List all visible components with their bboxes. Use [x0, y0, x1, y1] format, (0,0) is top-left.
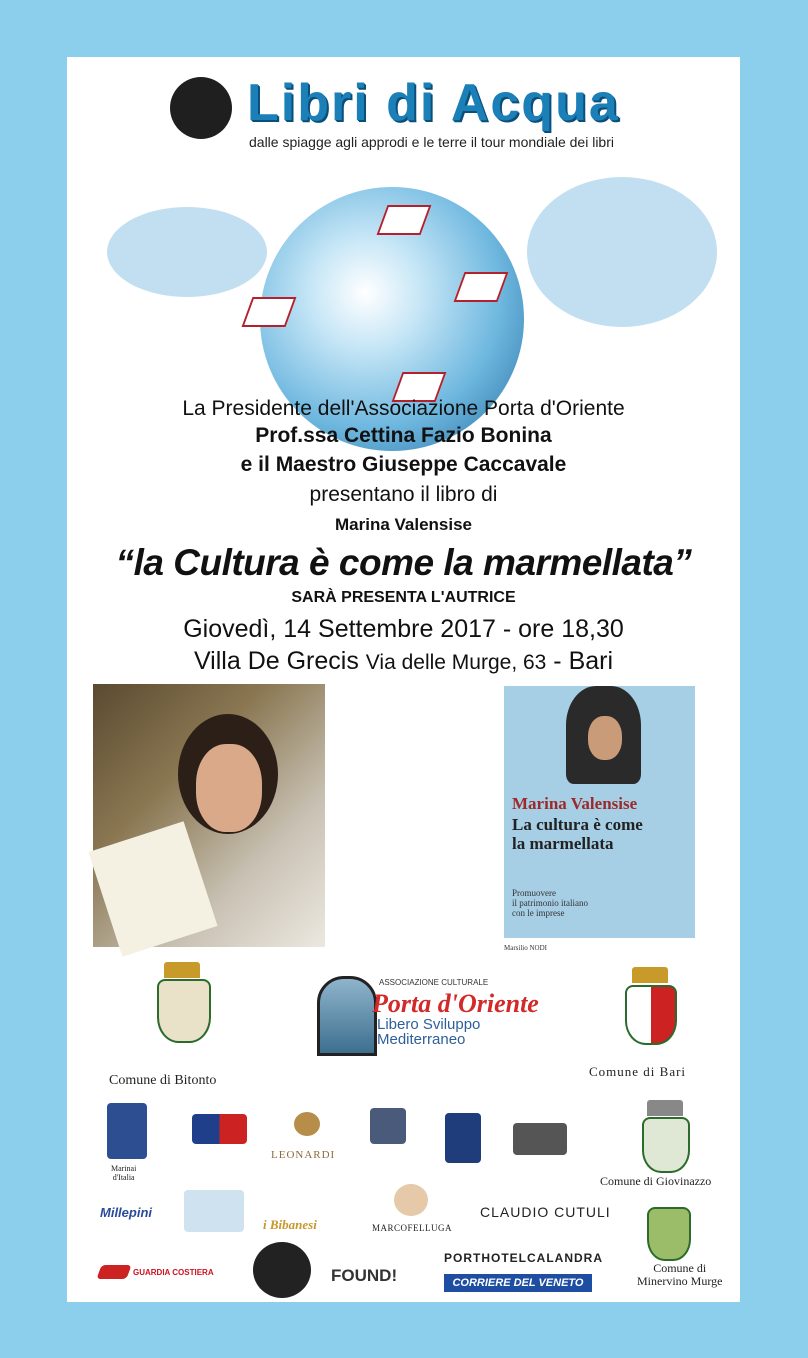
marinai-caption-1: Marinai: [111, 1164, 137, 1173]
leonardi-emblem-icon: [294, 1112, 320, 1136]
coast-guard-stripe-icon: [96, 1265, 131, 1279]
cover-author: Marina Valensise: [512, 794, 638, 813]
giovinazzo-crest-icon: [642, 1117, 690, 1173]
sailing-club-logo-icon: [192, 1114, 247, 1144]
bitonto-crest-icon: [157, 979, 211, 1043]
historic-arms-icon: [370, 1108, 406, 1144]
invitation-line-3: e il Maestro Giuseppe Caccavale: [240, 453, 567, 476]
cover-subtitle-line-2: il patrimonio italiano: [512, 898, 588, 908]
porta-oriente-sub-2: Mediterraneo: [377, 1031, 466, 1048]
venue-name: Villa De Grecis: [193, 647, 359, 675]
book-cover: [504, 686, 695, 938]
venue-separator: -: [553, 647, 562, 675]
bari-crown-icon: [632, 967, 668, 983]
venue-city: Bari: [568, 647, 614, 675]
minervino-caption: [637, 1262, 722, 1288]
cover-title: [512, 815, 643, 853]
author-note: SARÀ PRESENTA L'AUTRICE: [291, 589, 516, 606]
cutuli-logo: CLAUDIO CUTULI: [480, 1204, 611, 1220]
giovinazzo-caption: Comune di Giovinazzo: [600, 1174, 712, 1188]
invitation-line-1: La Presidente dell'Associazione Porta d'Oriente: [182, 397, 625, 420]
marinai-caption: [111, 1164, 136, 1182]
author-name: Marina Valensise: [334, 515, 473, 534]
corriere-logo: CORRIERE DEL VENETO: [444, 1274, 592, 1292]
photo-book: [88, 821, 217, 957]
poster-title: Libri di Acqua: [247, 74, 620, 132]
book-title: “la Cultura è come la marmellata”: [115, 542, 692, 583]
event-poster: [67, 57, 740, 1302]
cover-title-line-1: La cultura è come: [512, 815, 643, 834]
minervino-caption-2: Minervino Murge: [637, 1274, 723, 1288]
resort-logo-icon: [184, 1190, 244, 1232]
porta-oriente-subtitle: [377, 1017, 480, 1047]
marinai-crest-icon: [107, 1103, 147, 1159]
leonardi-caption: LEONARDI: [271, 1149, 336, 1161]
cover-publisher: Marsilio NODI: [504, 944, 547, 952]
water-splash-right: [527, 177, 717, 327]
libri-di-acqua-logo-icon: [170, 77, 232, 139]
marcofelluga-caption: MARCOFELLUGA: [372, 1223, 453, 1233]
bari-caption: Comune di Bari: [589, 1064, 687, 1079]
cover-subtitle-line-3: con le imprese: [512, 908, 565, 918]
minervino-crest-icon: [647, 1207, 691, 1261]
bitonto-crown-icon: [164, 962, 200, 978]
porta-oriente-logo-icon: [317, 976, 377, 1056]
event-venue: [67, 647, 740, 676]
author-photo: [93, 684, 325, 947]
cover-portrait-face: [588, 716, 622, 760]
porta-oriente-assoc: ASSOCIAZIONE CULTURALE: [379, 978, 489, 987]
porta-oriente-name: Porta d'Oriente: [372, 989, 539, 1018]
invitation-line-2: Prof.ssa Cettina Fazio Bonina: [255, 424, 552, 447]
porta-oriente-sub-1: Libero Sviluppo: [377, 1016, 481, 1033]
cover-title-line-2: la marmellata: [512, 834, 614, 853]
bibanesi-logo: i Bibanesi: [263, 1217, 317, 1232]
porthotel-logo: PORTHOTELCALANDRA: [444, 1251, 603, 1265]
military-crest-icon: [445, 1113, 481, 1163]
minervino-caption-1: Comune di: [653, 1261, 707, 1275]
marcofelluga-emblem-icon: [394, 1184, 428, 1216]
event-date-time: Giovedì, 14 Settembre 2017 - ore 18,30: [183, 615, 624, 643]
poster-tagline: dalle spiagge agli approdi e le terre il tour mondiale dei libri: [249, 134, 614, 150]
cover-subtitle: [512, 888, 588, 918]
coast-guard-caption: GUARDIA COSTIERA: [133, 1268, 214, 1277]
anmi-logo-icon: [513, 1123, 567, 1155]
round-club-seal-icon: [253, 1242, 311, 1298]
found-logo: FOUND!: [331, 1266, 398, 1285]
bari-crest-icon: [625, 985, 677, 1045]
bitonto-caption: Comune di Bitonto: [109, 1073, 217, 1088]
venue-address: Via delle Murge, 63: [365, 651, 547, 674]
invitation-line-4: presentano il libro di: [309, 483, 498, 506]
cover-subtitle-line-1: Promuovere: [512, 888, 556, 898]
photo-face: [196, 744, 262, 832]
water-splash-left: [107, 207, 267, 297]
giovinazzo-crown-icon: [647, 1100, 683, 1116]
millepini-logo: Millepini: [100, 1205, 152, 1220]
marinai-caption-2: d'Italia: [112, 1173, 135, 1182]
